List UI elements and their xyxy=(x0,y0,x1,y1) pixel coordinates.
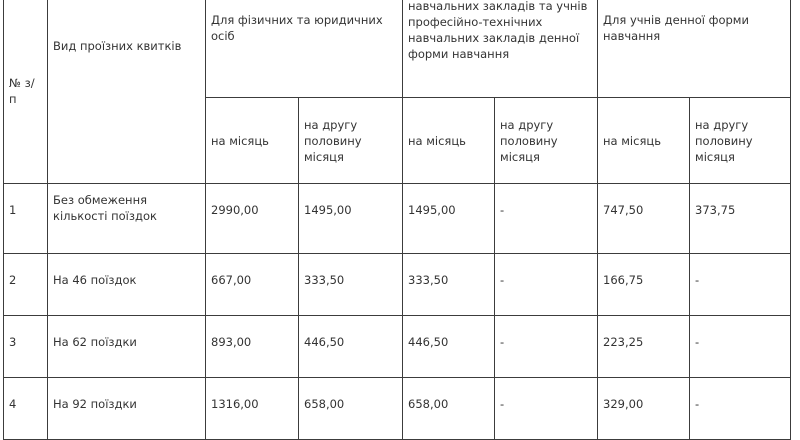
table-row xyxy=(4,254,791,316)
cell-value: - xyxy=(495,254,598,316)
header-group-vocational-line1: навчальних закладів та учнів xyxy=(408,0,588,13)
cell-value: - xyxy=(495,316,598,378)
table-row xyxy=(4,378,791,440)
cell-num: 3 xyxy=(4,316,48,378)
subheader-half-month-3: на другу половину місяця xyxy=(690,98,791,184)
cell-value: 658,00 xyxy=(403,378,495,440)
cell-value: 1495,00 xyxy=(403,184,495,254)
cell-value: - xyxy=(495,378,598,440)
table-row xyxy=(4,316,791,378)
fares-table xyxy=(3,0,791,440)
cell-value: 2990,00 xyxy=(206,184,299,254)
cell-ticket-type: На 46 поїздок xyxy=(48,254,206,316)
cell-value: 667,00 xyxy=(206,254,299,316)
header-group-students-text: Для учнів денної форми навчання xyxy=(603,13,749,43)
cell-value: 333,50 xyxy=(299,254,403,316)
cell-value: 1316,00 xyxy=(206,378,299,440)
header-group-vocational xyxy=(403,0,598,98)
subheader-half-month-1: на другу половину місяця xyxy=(299,98,403,184)
cell-value: - xyxy=(690,378,791,440)
cell-value: 223,25 xyxy=(598,316,690,378)
cell-value: 1495,00 xyxy=(299,184,403,254)
cell-value: 166,75 xyxy=(598,254,690,316)
subheader-per-month-1: на місяць xyxy=(206,98,299,184)
cell-value: 893,00 xyxy=(206,316,299,378)
cell-value: 333,50 xyxy=(403,254,495,316)
table-row xyxy=(4,184,791,254)
cell-value: - xyxy=(690,254,791,316)
subheader-per-month-2: на місяць xyxy=(403,98,495,184)
header-num xyxy=(4,0,48,184)
cell-num: 1 xyxy=(4,184,48,254)
header-ticket-type-text: Вид проїзних квитків xyxy=(53,38,182,53)
header-row-1 xyxy=(4,0,791,98)
cell-value: 658,00 xyxy=(299,378,403,440)
cell-value: 446,50 xyxy=(403,316,495,378)
header-group-individuals xyxy=(206,0,403,98)
header-num-text: № з/п xyxy=(9,75,35,106)
cell-value: - xyxy=(690,316,791,378)
cell-ticket-type: На 92 поїздки xyxy=(48,378,206,440)
cell-value: 373,75 xyxy=(690,184,791,254)
header-group-vocational-line2: професійно-технічних навчальних закладів денної форми навчання xyxy=(408,15,580,61)
cell-num: 2 xyxy=(4,254,48,316)
subheader-per-month-3: на місяць xyxy=(598,98,690,184)
subheader-half-month-2: на другу половину місяця xyxy=(495,98,598,184)
header-ticket-type xyxy=(48,0,206,184)
cell-ticket-type: Без обмеження кількості поїздок xyxy=(48,184,206,254)
cell-ticket-type: На 62 поїздки xyxy=(48,316,206,378)
header-group-students xyxy=(598,0,791,98)
cell-value: 329,00 xyxy=(598,378,690,440)
cell-value: 747,50 xyxy=(598,184,690,254)
cell-value: - xyxy=(495,184,598,254)
header-group-individuals-text: Для фізичних та юридичних осіб xyxy=(211,13,383,43)
cell-num: 4 xyxy=(4,378,48,440)
cell-value: 446,50 xyxy=(299,316,403,378)
